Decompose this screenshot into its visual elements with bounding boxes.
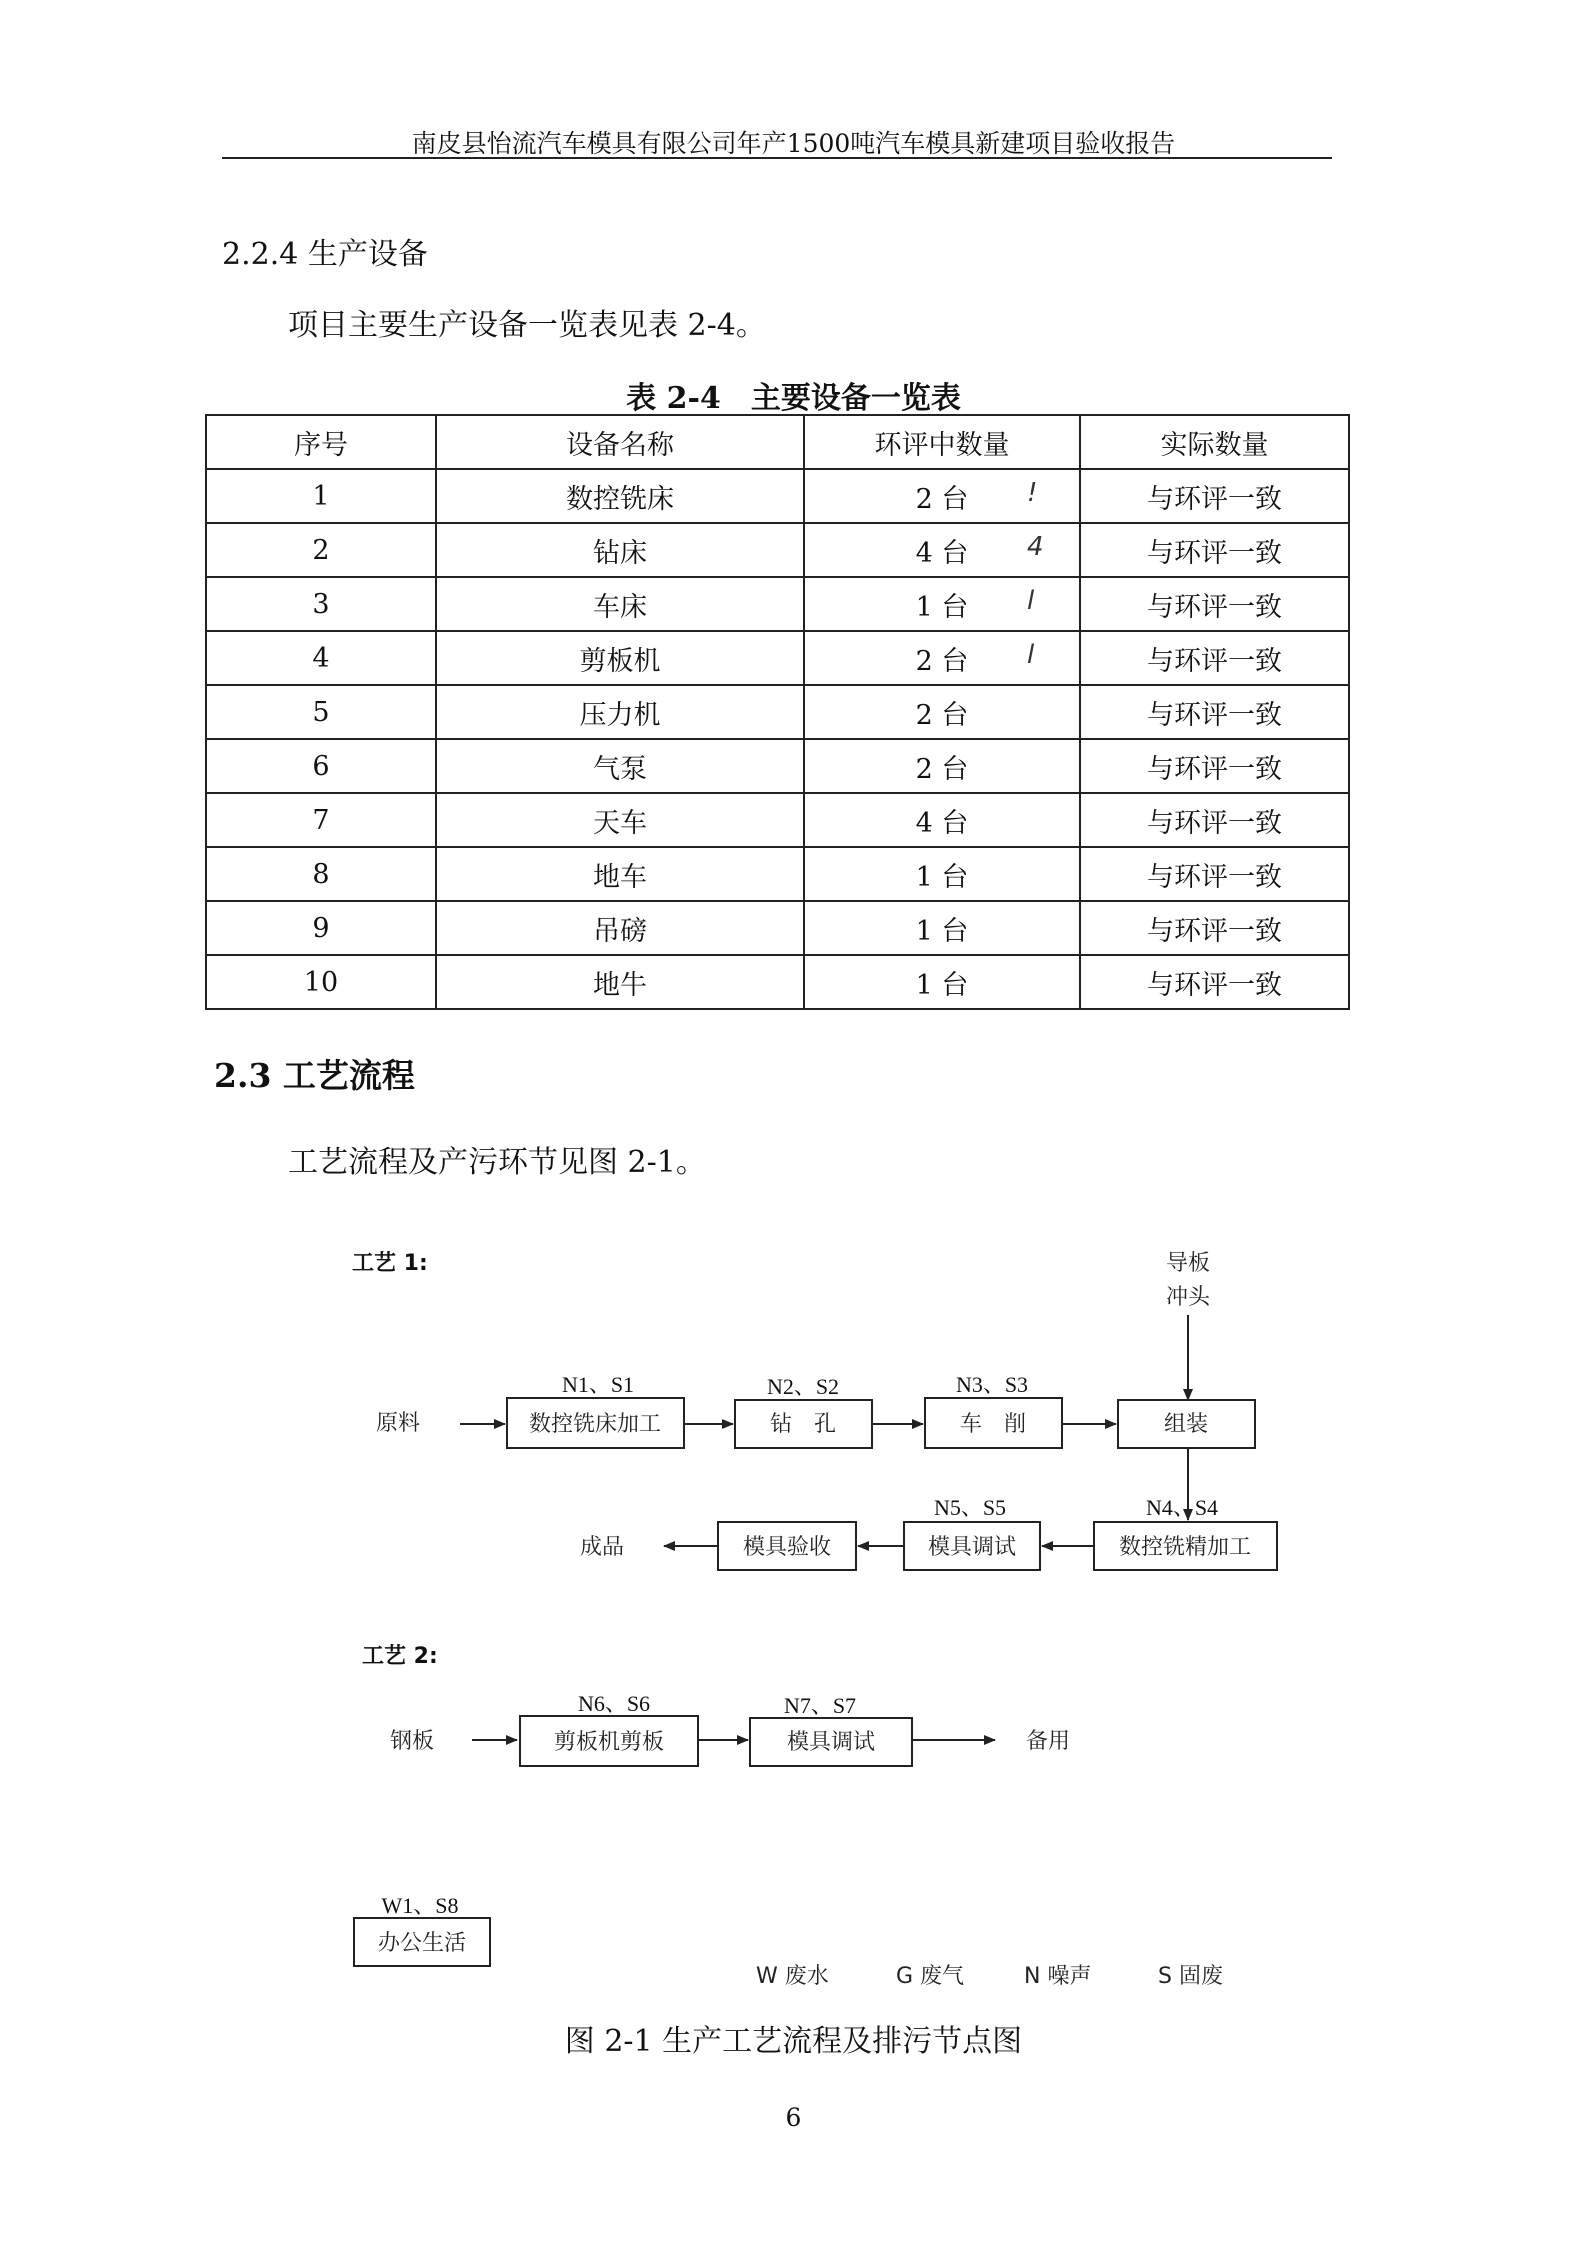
cell-actual-quantity-text: 与环评一致	[1147, 861, 1282, 893]
cell-serial-number-text: 8	[312, 858, 330, 890]
header-cell: 环评中数量	[804, 415, 1080, 469]
cell-equipment-name-text: 地牛	[593, 969, 647, 1001]
cell-eia-quantity-text: 2 台	[915, 483, 969, 515]
cell-actual-quantity-text: 与环评一致	[1147, 969, 1282, 1001]
finished-product-label: 成品	[579, 1535, 625, 1560]
header-cell: 序号	[206, 415, 436, 469]
cell-actual-quantity-text: 与环评一致	[1147, 483, 1282, 515]
step-mold-debug-label: 模具调试	[927, 1535, 1017, 1560]
cell-equipment-name-text: 地车	[593, 861, 647, 893]
cell-actual-quantity-text: 与环评一致	[1147, 753, 1282, 785]
emission-code-n4-s4: N4、S4	[1145, 1495, 1219, 1520]
process-1-label: 工艺 1:	[352, 1251, 428, 1276]
section-heading-2-3: 2.3 工艺流程	[214, 1056, 415, 1095]
table-caption: 表 2-4 主要设备一览表	[626, 381, 961, 416]
cell-equipment-name-text: 气泵	[593, 753, 647, 785]
cell-eia-quantity-text: 4 台	[915, 807, 969, 839]
cell-serial-number-text: 10	[303, 966, 339, 998]
cell-actual-quantity-text: 与环评一致	[1147, 591, 1282, 623]
cell-equipment-name-text: 数控铣床	[566, 483, 674, 515]
figure-caption: 图 2-1 生产工艺流程及排污节点图	[564, 2024, 1023, 2059]
steel-plate-label: 钢板	[389, 1729, 435, 1754]
process-2-label: 工艺 2:	[362, 1644, 438, 1669]
cell-actual-quantity-text: 与环评一致	[1147, 915, 1282, 947]
cell-eia-quantity-text: 1 台	[915, 591, 969, 623]
cell-eia-quantity-text: 2 台	[915, 699, 969, 731]
step-mold-acceptance-label: 模具验收	[742, 1535, 832, 1560]
emission-code-n2-s2: N2、S2	[766, 1374, 840, 1399]
step-shearing-label: 剪板机剪板	[553, 1730, 665, 1755]
cell-eia-quantity-text: 2 台	[915, 645, 969, 677]
section-heading-2-2-4: 2.2.4 生产设备	[222, 237, 428, 272]
cell-serial-number-text: 9	[312, 912, 330, 944]
raw-material-label: 原料	[375, 1411, 421, 1436]
cell-equipment-name-text: 压力机	[579, 699, 661, 731]
legend-wastewater: W 废水	[756, 1964, 829, 1989]
cell-equipment-name-text: 钻床	[593, 537, 647, 569]
cell-equipment-name-text: 剪板机	[579, 645, 661, 677]
step-mold-debug-2-label: 模具调试	[786, 1730, 876, 1755]
cell-actual-quantity-text: 与环评一致	[1147, 807, 1282, 839]
emission-code-n1-s1: N1、S1	[561, 1372, 635, 1397]
cell-serial-number-text: 1	[312, 480, 330, 512]
step-assembly-label: 组装	[1163, 1412, 1209, 1437]
emission-code-w1-s8: W1、S8	[381, 1893, 459, 1918]
cell-actual-quantity-text: 与环评一致	[1147, 645, 1282, 677]
cell-serial-number-text: 7	[312, 804, 330, 836]
legend-waste-gas: G 废气	[896, 1964, 965, 1989]
emission-code-n5-s5: N5、S5	[933, 1495, 1007, 1520]
cell-actual-quantity-text: 与环评一致	[1147, 699, 1282, 731]
handwritten-mark: l	[1027, 640, 1035, 670]
handwritten-mark: l	[1027, 586, 1035, 616]
step-cnc-finishing-label: 数控铣精加工	[1118, 1535, 1252, 1560]
cell-serial-number-text: 4	[312, 642, 330, 674]
cell-eia-quantity-text: 1 台	[915, 969, 969, 1001]
cell-equipment-name-text: 天车	[593, 807, 647, 839]
cell-eia-quantity-text: 4 台	[915, 537, 969, 569]
input-guide-plate: 导板	[1165, 1251, 1211, 1276]
cell-equipment-name-text: 吊磅	[593, 915, 647, 947]
cell-serial-number-text: 6	[312, 750, 330, 782]
emission-code-n3-s3: N3、S3	[955, 1372, 1029, 1397]
input-punch: 冲头	[1165, 1285, 1211, 1310]
cell-actual-quantity-text: 与环评一致	[1147, 537, 1282, 569]
step-cnc-milling-label: 数控铣床加工	[528, 1412, 662, 1437]
legend-noise: N 噪声	[1024, 1964, 1092, 1989]
cell-eia-quantity-text: 1 台	[915, 861, 969, 893]
office-living-label: 办公生活	[377, 1931, 467, 1956]
page-header-title: 南皮县怡流汽车模具有限公司年产1500吨汽车模具新建项目验收报告	[411, 129, 1176, 158]
emission-code-n7-s7: N7、S7	[783, 1693, 857, 1718]
cell-equipment-name-text: 车床	[593, 591, 647, 623]
legend-solid-waste: S 固废	[1158, 1964, 1223, 1989]
handwritten-mark: !	[1027, 478, 1038, 508]
cell-serial-number-text: 2	[312, 534, 330, 566]
spare-label: 备用	[1025, 1729, 1071, 1754]
header-cell: 实际数量	[1080, 415, 1349, 469]
cell-eia-quantity-text: 1 台	[915, 915, 969, 947]
section-intro-2-3: 工艺流程及产污环节见图 2-1。	[288, 1145, 706, 1180]
header-cell: 设备名称	[436, 415, 804, 469]
cell-eia-quantity-text: 2 台	[915, 753, 969, 785]
cell-serial-number-text: 3	[312, 588, 330, 620]
step-turning-label: 车 削	[959, 1412, 1027, 1437]
step-drilling-label: 钻 孔	[769, 1412, 837, 1437]
emission-code-n6-s6: N6、S6	[577, 1691, 651, 1716]
page-number: 6	[785, 2103, 802, 2132]
handwritten-mark: 4	[1027, 532, 1044, 562]
cell-serial-number-text: 5	[312, 696, 330, 728]
section-intro-2-2-4: 项目主要生产设备一览表见表 2-4。	[288, 308, 766, 343]
